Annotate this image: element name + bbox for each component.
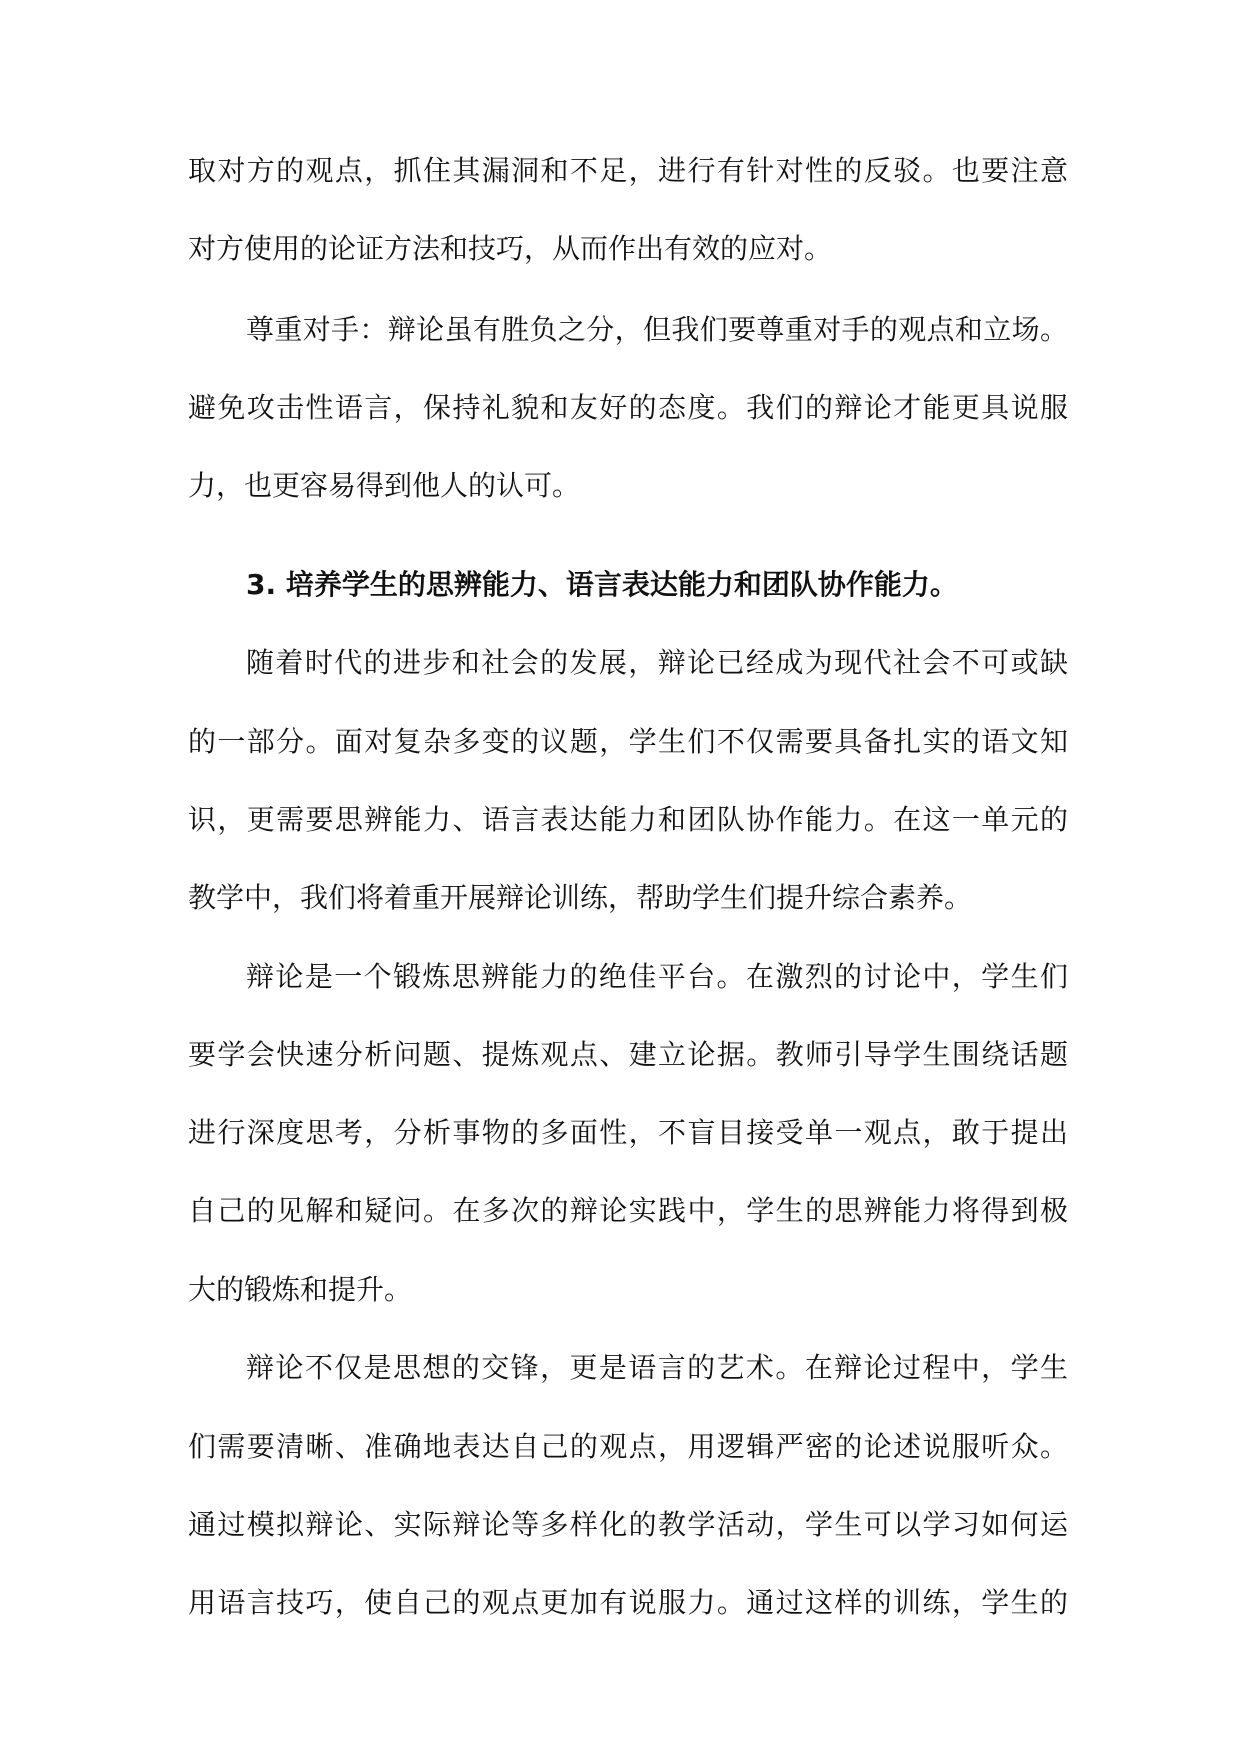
body-text-line: 力，也更容易得到他人的认可。 (188, 469, 581, 502)
body-text-line: 自己的见解和疑问。在多次的辩论实践中，学生的思辨能力将得到极 (188, 1194, 1068, 1227)
body-text-line: 对方使用的论证方法和技巧，从而作出有效的应对。 (188, 232, 833, 265)
body-text-line: 避免攻击性语言，保持礼貌和友好的态度。我们的辩论才能更具说服 (188, 391, 1068, 424)
body-text-line: 们需要清晰、准确地表达自己的观点，用逻辑严密的论述说服听众。 (188, 1430, 1068, 1463)
body-text-line: 大的锻炼和提升。 (188, 1273, 413, 1306)
paragraph-first-line: 随着时代的进步和社会的发展，辩论已经成为现代社会不可或缺 (246, 646, 1068, 679)
body-text-line: 取对方的观点，抓住其漏洞和不足，进行有针对性的反驳。也要注意 (188, 154, 1068, 187)
body-text-line: 要学会快速分析问题、提炼观点、建立论据。教师引导学生围绕话题 (188, 1038, 1068, 1071)
body-text-line: 进行深度思考，分析事物的多面性，不盲目接受单一观点，敢于提出 (188, 1116, 1068, 1149)
section-heading: 3. 培养学生的思辨能力、语言表达能力和团队协作能力。 (246, 568, 958, 601)
paragraph-first-line: 尊重对手：辩论虽有胜负之分，但我们要尊重对手的观点和立场。 (246, 313, 1068, 346)
body-text-line: 通过模拟辩论、实际辩论等多样化的教学活动，学生可以学习如何运 (188, 1508, 1068, 1541)
body-text-line: 教学中，我们将着重开展辩论训练，帮助学生们提升综合素养。 (188, 881, 973, 914)
body-text-line: 识，更需要思辨能力、语言表达能力和团队协作能力。在这一单元的 (188, 803, 1068, 836)
body-text-line: 的一部分。面对复杂多变的议题，学生们不仅需要具备扎实的语文知 (188, 725, 1068, 758)
body-text-line: 用语言技巧，使自己的观点更加有说服力。通过这样的训练，学生的 (188, 1586, 1068, 1619)
paragraph-first-line: 辩论是一个锻炼思辨能力的绝佳平台。在激烈的讨论中，学生们 (246, 960, 1068, 993)
paragraph-first-line: 辩论不仅是思想的交锋，更是语言的艺术。在辩论过程中，学生 (246, 1351, 1068, 1384)
